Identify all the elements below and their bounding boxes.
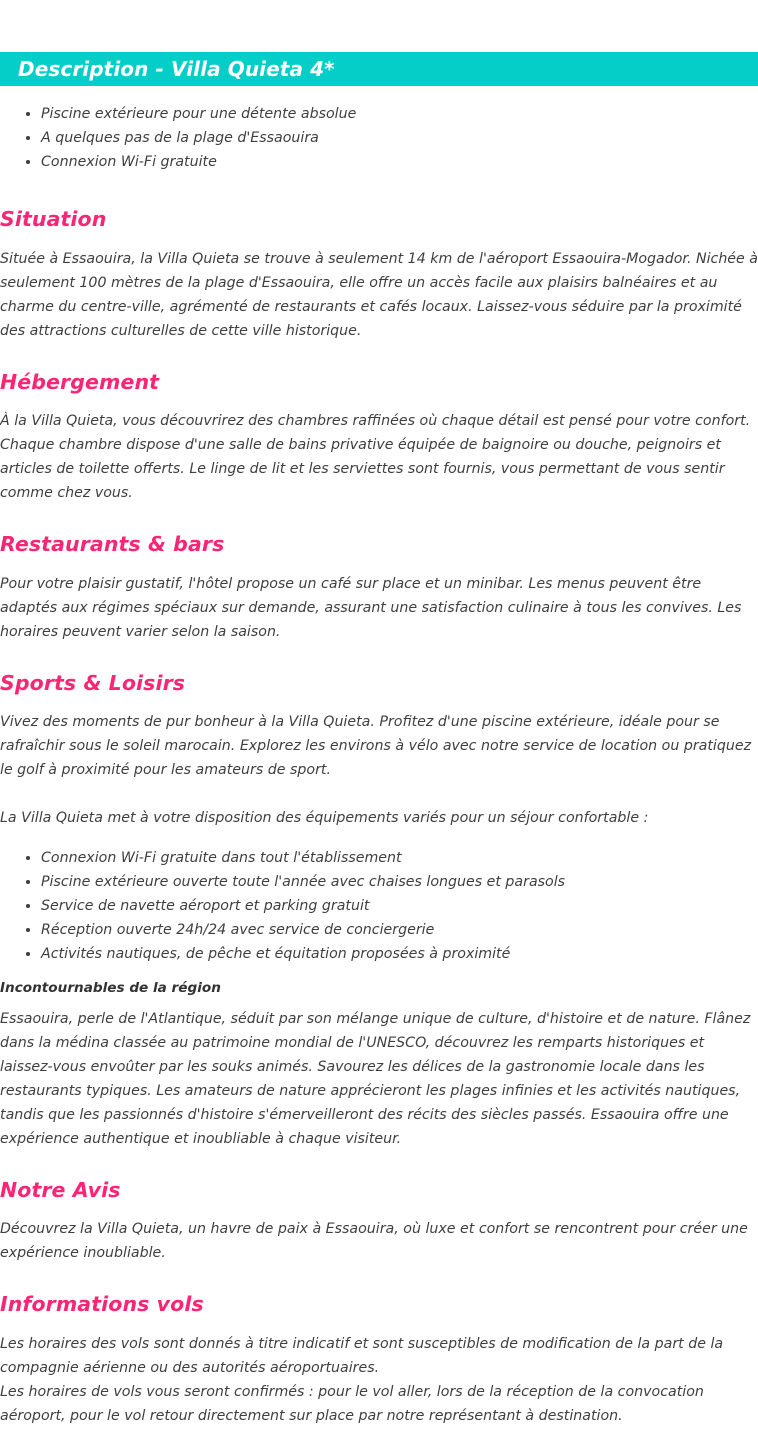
intro-highlights-list xyxy=(0,102,758,174)
list-item: A quelques pas de la plage d'Essaouira xyxy=(0,126,758,150)
list-item: Réception ouverte 24h/24 avec service de conciergerie xyxy=(0,918,758,942)
list-item: Connexion Wi-Fi gratuite dans tout l'établissement xyxy=(0,846,758,870)
spacer xyxy=(0,997,758,1007)
spacer xyxy=(0,966,758,980)
spacer xyxy=(0,343,758,371)
spacer xyxy=(0,174,758,208)
page-title: Description - Villa Quieta 4* xyxy=(18,57,335,81)
list-item: Connexion Wi-Fi gratuite xyxy=(0,150,758,174)
section-heading-informations-vols: Informations vols xyxy=(0,1292,204,1317)
paragraph-sports-2: La Villa Quieta met à votre disposition des équipements variés pour un séjour confortable : xyxy=(0,810,649,827)
spacer xyxy=(0,557,758,572)
list-item: Piscine extérieure pour une détente absolue xyxy=(0,102,758,126)
section-heading-notre-avis: Notre Avis xyxy=(0,1177,121,1202)
description-title-band xyxy=(0,52,758,86)
amenities-list xyxy=(0,846,758,966)
spacer xyxy=(0,394,758,409)
list-item: Piscine extérieure ouverte toute l'année avec chaises longues et parasols xyxy=(0,870,758,894)
paragraph-sports-1: Vivez des moments de pur bonheur à la Villa Quieta. Profitez d'une piscine extérieure, idéale pour se rafraîchir sous le soleil marocain. Explorez les environs à vélo avec notre service de location ou pratiquez le golf à proximité pour les amateurs de sport. xyxy=(0,714,752,779)
spacer xyxy=(0,1151,758,1179)
top-spacer xyxy=(0,0,758,52)
spacer xyxy=(0,232,758,247)
spacer xyxy=(0,1317,758,1332)
section-heading-restaurants: Restaurants & bars xyxy=(0,532,225,557)
section-heading-sports: Sports & Loisirs xyxy=(0,670,186,695)
paragraph-notre-avis: Découvrez la Villa Quieta, un havre de paix à Essaouira, où luxe et confort se rencontrent pour créer une expérience inoubliable. xyxy=(0,1221,748,1262)
section-heading-situation: Situation xyxy=(0,207,107,231)
paragraph-situation: Située à Essaouira, la Villa Quieta se trouve à seulement 14 km de l'aéroport Essaouira-Mogador. Nichée à seulement 100 mètres de la plage d'Essaouira, elle offre un accès facile aux plaisirs balnéaires et au charme du centre-ville, agrémenté de restaurants et cafés locaux. Laissez-vous séduire par la proximité des attractions culturelles de cette ville historique. xyxy=(0,250,758,339)
section-heading-hebergement: Hébergement xyxy=(0,369,160,394)
document-content xyxy=(0,102,758,1428)
paragraph-vols-1: Les horaires des vols sont donnés à titre indicatif et sont susceptibles de modification de la part de la compagnie aérienne ou des autorités aéroportuaires. xyxy=(0,1335,724,1376)
list-item: Service de navette aéroport et parking gratuit xyxy=(0,894,758,918)
subheading-incontournables: Incontournables de la région xyxy=(0,980,221,997)
spacer xyxy=(0,644,758,672)
paragraph-restaurants: Pour votre plaisir gustatif, l'hôtel propose un café sur place et un minibar. Les menus peuvent être adaptés aux régimes spéciaux sur demande, assurant une satisfaction culinaire à tous les convives. Les horaires peuvent varier selon la saison. xyxy=(0,575,742,640)
spacer xyxy=(0,782,758,806)
paragraph-vols-2: Les horaires de vols vous seront confirmés : pour le vol aller, lors de la réception de la convocation aéroport, pour le vol retour directement sur place par notre représentant à destination. xyxy=(0,1383,704,1424)
paragraph-region: Essaouira, perle de l'Atlantique, séduit par son mélange unique de culture, d'histoire et de nature. Flânez dans la médina classée au patrimoine mondial de l'UNESCO, découvrez les remparts historiques et laissez-vous envoûter par les souks animés. Savourez les délices de la gastronomie locale dans les restaurants typiques. Les amateurs de nature apprécieront les plages infinies et les activités nautiques, tandis que les passionnés d'histoire s'émerveilleront des récits des siècles passés. Essaouira offre une expérience authentique et inoubliable à chaque visiteur. xyxy=(0,1010,751,1147)
spacer xyxy=(0,695,758,710)
list-item: Activités nautiques, de pêche et équitation proposées à proximité xyxy=(0,942,758,966)
paragraph-hebergement: À la Villa Quieta, vous découvrirez des chambres raffinées où chaque détail est pensé pour votre confort. Chaque chambre dispose d'une salle de bains privative équipée de baignoire ou douche, peignoirs et articles de toilette offerts. Le linge de lit et les serviettes sont fournis, vous permettant de vous sentir comme chez vous. xyxy=(0,413,751,502)
spacer xyxy=(0,505,758,533)
spacer xyxy=(0,1202,758,1217)
spacer xyxy=(0,1265,758,1293)
